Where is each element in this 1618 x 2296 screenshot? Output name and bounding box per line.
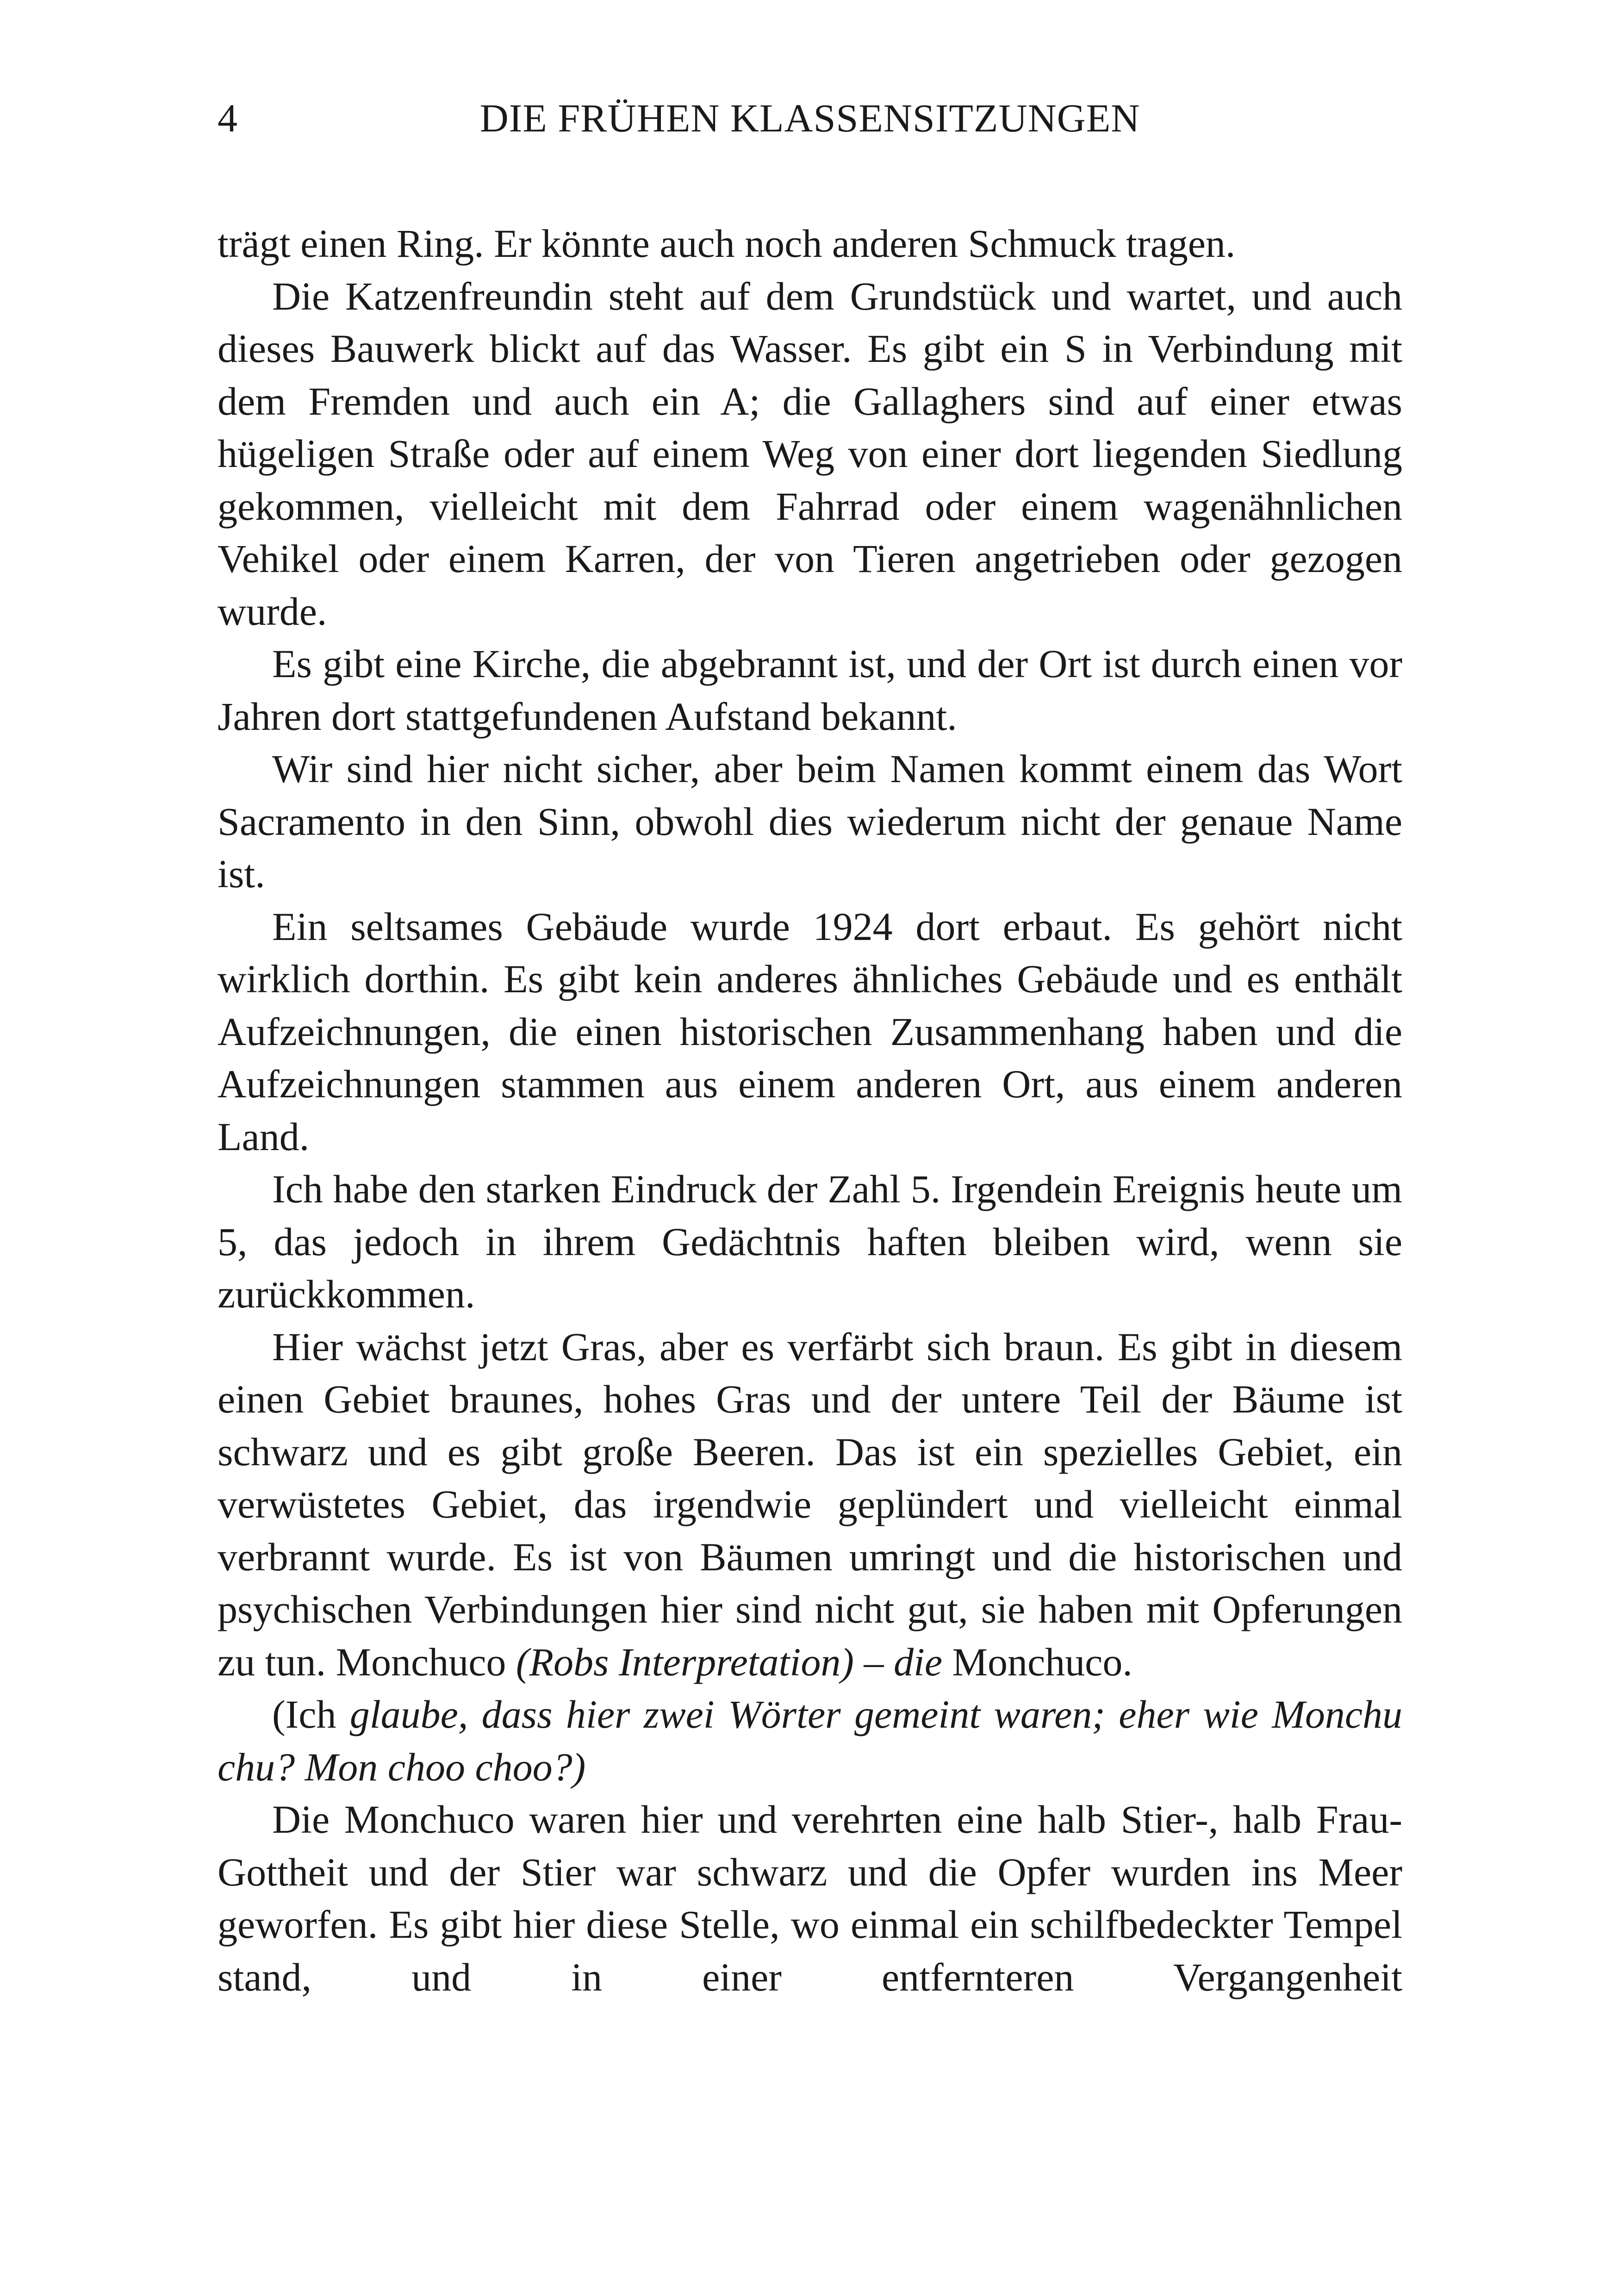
paragraph-text: trägt einen Ring. Er könnte auch noch anderen Schmuck tragen.	[218, 221, 1236, 266]
paragraph-text: Ein seltsames Gebäude wurde 1924 dort erbaut. Es gehört nicht wirklich dorthin. Es gibt kein anderes ähnliches Gebäude und es enthält Aufzeichnungen, die einen historischen Zusammenhang haben und die Aufzeichnungen stammen aus einem anderen Ort, aus einem anderen Land.	[218, 904, 1402, 1159]
paragraph-6	[218, 1163, 1402, 1321]
paragraph-9	[218, 1793, 1402, 2004]
paragraph-8	[218, 1688, 1402, 1793]
paragraph-text: Die Katzenfreundin steht auf dem Grundstück und wartet, und auch dieses Bauwerk blickt auf das Wasser. Es gibt ein S in Verbindung mit dem Fremden und auch ein A; die Gallaghers sind auf einer etwas hügeligen Straße oder auf einem Weg von einer dort liegenden Siedlung gekommen, vielleicht mit dem Fahrrad oder einem wagenähnlichen Vehikel oder einem Karren, der von Tieren angetrieben oder gezogen wurde.	[218, 274, 1402, 634]
paragraph-2	[218, 270, 1402, 638]
paragraph-1	[218, 218, 1402, 270]
paragraph-text: Wir sind hier nicht sicher, aber beim Namen kommt einem das Wort Sacramento in den Sinn, obwohl dies wiederum nicht der genaue Name ist.	[218, 747, 1402, 896]
page-header	[218, 88, 1402, 148]
paragraph-text-after: Monchuco.	[952, 1639, 1133, 1684]
paragraph-italic-text: glaube, dass hier zwei Wörter gemeint waren; eher wie Monchu chu? Mon choo choo?)	[218, 1692, 1402, 1789]
paragraph-text: Ich habe den starken Eindruck der Zahl 5. Irgendein Ereignis heute um 5, das jedoch in ihrem Gedächtnis haften bleiben wird, wenn sie zurückkommen.	[218, 1167, 1402, 1316]
paragraph-italic-tail: (Robs Interpretation) – die	[516, 1639, 943, 1684]
page-number: 4	[218, 96, 237, 140]
paragraph-text: Es gibt eine Kirche, die abgebrannt ist, und der Ort ist durch einen vor Jahren dort stattgefundenen Aufstand bekannt.	[218, 641, 1402, 739]
paragraph-text: Hier wächst jetzt Gras, aber es verfärbt sich braun. Es gibt in diesem einen Gebiet braunes, hohes Gras und der untere Teil der Bäume ist schwarz und es gibt große Beeren. Das ist ein spezielles Gebiet, ein verwüstetes Gebiet, das irgendwie geplündert und vielleicht einmal verbrannt wurde. Es ist von Bäumen umringt und die historischen und psychischen Verbindungen hier sind nicht gut, sie haben mit Opferungen zu tun. Monchuco	[218, 1324, 1402, 1684]
paragraph-3	[218, 638, 1402, 743]
running-title: DIE FRÜHEN KLASSENSITZUNGEN	[479, 96, 1140, 140]
paragraph-text: Die Monchuco waren hier und verehrten eine halb Stier-, halb Frau-Gottheit und der Stier war schwarz und die Opfer wurden ins Meer geworfen. Es gibt hier diese Stelle, wo einmal ein schilfbedeckter Tempel stand, und in einer entfernteren Vergangenheit	[218, 1797, 1402, 1999]
body-text	[218, 218, 1402, 2004]
paragraph-5	[218, 901, 1402, 1164]
paragraph-7	[218, 1321, 1402, 1689]
paragraph-4	[218, 743, 1402, 901]
paragraph-open-paren: (Ich	[272, 1692, 350, 1736]
